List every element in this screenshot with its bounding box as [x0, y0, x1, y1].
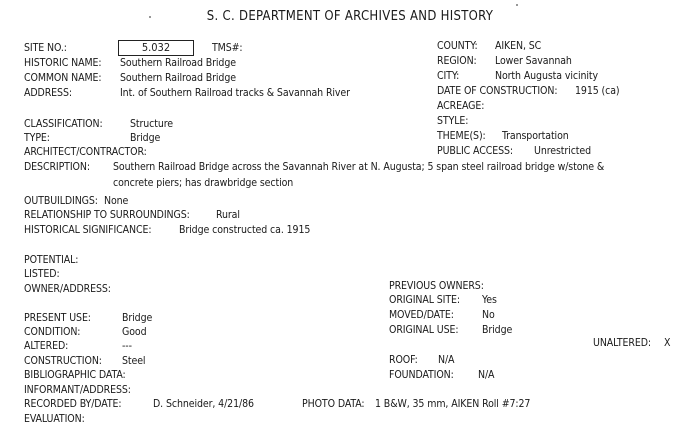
unaltered-label: UNALTERED: — [593, 337, 651, 349]
original-site-label: ORIGINAL SITE: — [389, 294, 460, 306]
owner-address-label: OWNER/ADDRESS: — [24, 283, 111, 295]
bibliographic-data-label: BIBLIOGRAPHIC DATA: — [24, 369, 126, 381]
acreage-label: ACREAGE: — [437, 100, 485, 112]
region-label: REGION: — [437, 55, 477, 67]
scan-speck — [516, 4, 518, 6]
description-label: DESCRIPTION: — [24, 161, 90, 173]
original-use-value: Bridge — [482, 324, 513, 336]
construction-value: Steel — [122, 355, 146, 367]
classification-value: Structure — [130, 118, 174, 130]
historical-significance-value: Bridge constructed ca. 1915 — [179, 224, 311, 236]
unaltered-value: X — [664, 337, 671, 349]
altered-value: --- — [122, 340, 132, 352]
original-site-value: Yes — [482, 294, 497, 306]
present-use-label: PRESENT USE: — [24, 312, 91, 324]
moved-date-label: MOVED/DATE: — [389, 309, 454, 321]
condition-value: Good — [122, 326, 147, 338]
tms-label: TMS#: — [212, 42, 243, 54]
form-title: S. C. DEPARTMENT OF ARCHIVES AND HISTORY — [206, 9, 494, 24]
photo-data-value: 1 B&W, 35 mm, AIKEN Roll #7:27 — [375, 398, 531, 410]
county-value: AIKEN, SC — [495, 40, 542, 52]
outbuildings-value: None — [104, 195, 129, 207]
address-label: ADDRESS: — [24, 87, 72, 99]
relationship-value: Rural — [216, 209, 240, 221]
altered-label: ALTERED: — [24, 340, 69, 352]
classification-label: CLASSIFICATION: — [24, 118, 103, 130]
listed-label: LISTED: — [24, 268, 60, 280]
type-label: TYPE: — [24, 132, 50, 144]
foundation-value: N/A — [478, 369, 495, 381]
public-access-label: PUBLIC ACCESS: — [437, 145, 513, 157]
condition-label: CONDITION: — [24, 326, 81, 338]
description-line-1: Southern Railroad Bridge across the Savannah River at N. Augusta; 5 span steel railroad bridge w/stone & — [113, 161, 605, 173]
city-label: CITY: — [437, 70, 460, 82]
scan-speck — [149, 16, 151, 18]
address-value: Int. of Southern Railroad tracks & Savannah River — [120, 87, 350, 99]
moved-date-value: No — [482, 309, 495, 321]
county-label: COUNTY: — [437, 40, 478, 52]
recorded-by-label: RECORDED BY/DATE: — [24, 398, 122, 410]
region-value: Lower Savannah — [495, 55, 572, 67]
architect-label: ARCHITECT/CONTRACTOR: — [24, 146, 147, 158]
photo-data-label: PHOTO DATA: — [302, 398, 365, 410]
historic-name-label: HISTORIC NAME: — [24, 57, 102, 69]
description-line-2: concrete piers; has drawbridge section — [113, 177, 294, 189]
outbuildings-label: OUTBUILDINGS: — [24, 195, 98, 207]
common-name-value: Southern Railroad Bridge — [120, 72, 236, 84]
site-no-label: SITE NO.: — [24, 42, 67, 54]
style-label: STYLE: — [437, 115, 469, 127]
recorded-by-value: D. Schneider, 4/21/86 — [153, 398, 254, 410]
historical-significance-label: HISTORICAL SIGNIFICANCE: — [24, 224, 152, 236]
city-value: North Augusta vicinity — [495, 70, 598, 82]
date-of-construction-label: DATE OF CONSTRUCTION: — [437, 85, 558, 97]
type-value: Bridge — [130, 132, 161, 144]
potential-label: POTENTIAL: — [24, 254, 79, 266]
common-name-label: COMMON NAME: — [24, 72, 102, 84]
foundation-label: FOUNDATION: — [389, 369, 454, 381]
relationship-label: RELATIONSHIP TO SURROUNDINGS: — [24, 209, 190, 221]
themes-label: THEME(S): — [437, 130, 486, 142]
site-no-value: 5.032 — [118, 40, 194, 56]
roof-label: ROOF: — [389, 354, 418, 366]
previous-owners-label: PREVIOUS OWNERS: — [389, 280, 484, 292]
construction-label: CONSTRUCTION: — [24, 355, 102, 367]
informant-address-label: INFORMANT/ADDRESS: — [24, 384, 131, 396]
roof-value: N/A — [438, 354, 455, 366]
original-use-label: ORIGINAL USE: — [389, 324, 459, 336]
present-use-value: Bridge — [122, 312, 153, 324]
evaluation-label: EVALUATION: — [24, 413, 85, 425]
historic-name-value: Southern Railroad Bridge — [120, 57, 236, 69]
public-access-value: Unrestricted — [534, 145, 592, 157]
date-of-construction-value: 1915 (ca) — [575, 85, 620, 97]
themes-value: Transportation — [502, 130, 569, 142]
